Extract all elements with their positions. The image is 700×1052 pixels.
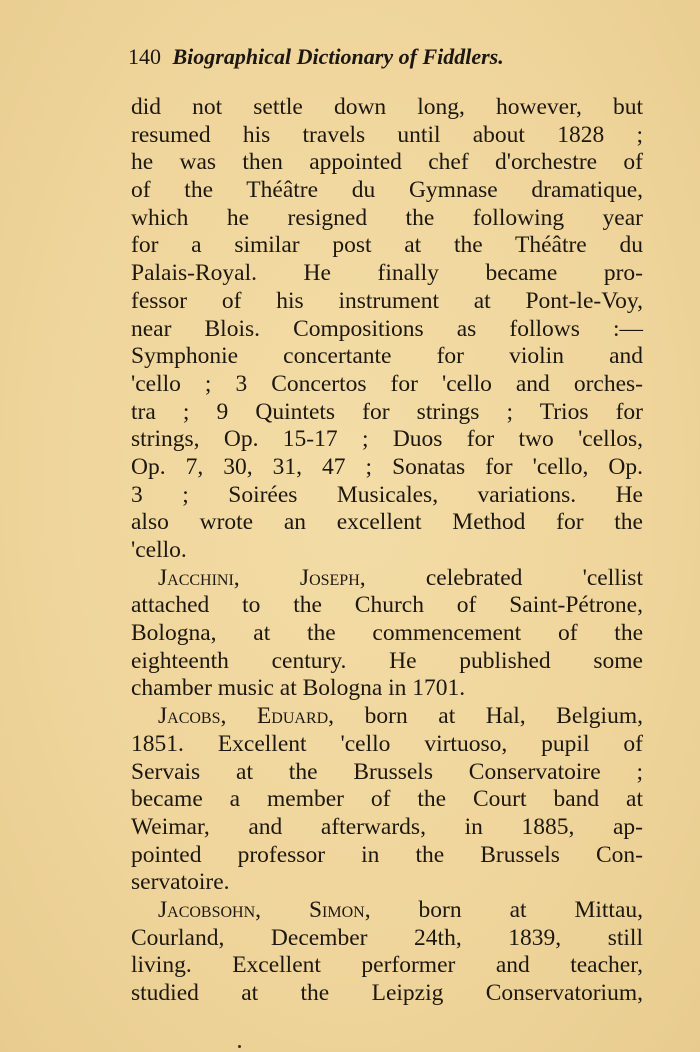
text-line: did not settle down long, however, but: [131, 94, 643, 120]
text-line: fessor of his instrument at Pont-le-Voy,: [131, 287, 643, 314]
running-title: Biographical Dictionary of Fiddlers.: [172, 44, 504, 69]
text-line: Courland, December 24th, 1839, still: [131, 924, 643, 951]
text-line: Servais at the Brussels Conservatoire ;: [131, 758, 643, 785]
text-line: of the Théâtre du Gymnase dramatique,: [131, 177, 643, 204]
text-line: also wrote an excellent Method for the: [131, 509, 643, 536]
text-line: became a member of the Court band at: [131, 786, 643, 813]
text-line: for a similar post at the Théâtre du: [131, 232, 643, 259]
text-line: studied at the Leipzig Conservatorium,: [131, 980, 643, 1006]
text-line: 3 ; Soirées Musicales, variations. He: [131, 481, 643, 508]
text-line: 'cello.: [131, 537, 187, 563]
text-line: eighteenth century. He published some: [131, 647, 643, 674]
text-line: he was then appointed chef d'orchestre of: [131, 149, 643, 176]
entry-jacobsohn-first-line: Jacobsohn, Simon, born at Mittau,: [158, 896, 644, 923]
text-line: Weimar, and afterwards, in 1885, ap-: [131, 813, 643, 840]
paper-speck: [238, 1045, 241, 1048]
running-header: [128, 42, 648, 72]
text-line: living. Excellent performer and teacher,: [131, 952, 643, 979]
text-line: Op. 7, 30, 31, 47 ; Sonatas for 'cello, Op.: [131, 453, 643, 480]
text-line: resumed his travels until about 1828 ;: [131, 121, 643, 148]
text-line: which he resigned the following year: [131, 204, 643, 231]
entry-heading-jacchini: Jacchini, Joseph,: [158, 564, 366, 591]
text-line: pointed professor in the Brussels Con-: [131, 841, 643, 868]
page-number: 140: [128, 44, 161, 69]
entry-heading-jacobsohn: Jacobsohn, Simon,: [158, 896, 371, 923]
text-line: 1851. Excellent 'cello virtuoso, pupil of: [131, 730, 643, 757]
text-line: Palais-Royal. He finally became pro-: [131, 260, 643, 287]
text-line: tra ; 9 Quintets for strings ; Trios for: [131, 398, 643, 425]
body-text: [131, 94, 643, 1008]
entry-jacchini-first-line: Jacchini, Joseph, celebrated 'cellist: [158, 564, 643, 591]
text-line: Bologna, at the commencement of the: [131, 620, 643, 647]
text-line: 'cello ; 3 Concertos for 'cello and orches-: [131, 370, 643, 397]
text-line: strings, Op. 15-17 ; Duos for two 'cellos,: [131, 426, 643, 453]
text-line: Symphonie concertante for violin and: [131, 343, 643, 370]
text-line: servatoire.: [131, 869, 230, 896]
entry-heading-jacobs: Jacobs, Eduard,: [158, 703, 335, 730]
text-line: chamber music at Bologna in 1701.: [131, 675, 466, 702]
text-line: near Blois. Compositions as follows :—: [131, 315, 643, 342]
text-line: attached to the Church of Saint-Pétrone,: [131, 592, 643, 619]
entry-jacobs-first-line: Jacobs, Eduard, born at Hal, Belgium,: [158, 703, 643, 730]
